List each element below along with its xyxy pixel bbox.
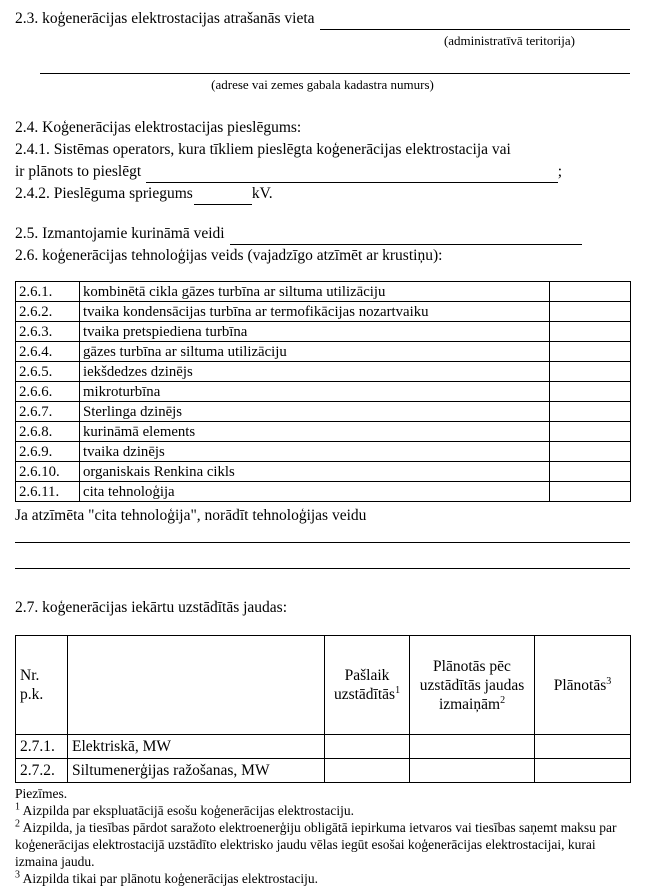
table-row — [16, 322, 631, 342]
location-address-field[interactable] — [40, 53, 630, 74]
section-2-3-line — [15, 8, 630, 30]
tech-row-label: kombinētā cikla gāzes turbīna ar siltuma utilizāciju — [80, 282, 550, 302]
tech-row-number: 2.6.1. — [16, 282, 80, 302]
table-row — [16, 442, 631, 462]
section-2-4-2-label: 2.4.2. Pieslēguma spriegums — [15, 185, 193, 202]
capacity-table — [15, 635, 631, 783]
tech-row-checkbox-cell[interactable] — [550, 342, 631, 362]
tech-row-label: tvaika dzinējs — [80, 442, 550, 462]
tech-row-number: 2.6.4. — [16, 342, 80, 362]
header-planned-text: Plānotās — [553, 676, 607, 694]
table-row — [16, 402, 631, 422]
tech-row-checkbox-cell[interactable] — [550, 422, 631, 442]
section-2-4-1-line2 — [15, 161, 630, 183]
tech-row-label: kurināmā elements — [80, 422, 550, 442]
section-2-3-label: 2.3. koģenerācijas elektrostacijas atrašanās vieta — [15, 10, 315, 27]
table-row — [16, 342, 631, 362]
tech-row-checkbox-cell[interactable] — [550, 462, 631, 482]
header-current-installed-text: Pašlaik uzstādītās — [333, 667, 396, 703]
table-row — [16, 382, 631, 402]
table-row — [16, 462, 631, 482]
system-operator-field[interactable] — [146, 167, 558, 184]
capacity-current-cell[interactable] — [325, 735, 410, 759]
tech-row-number: 2.6.5. — [16, 362, 80, 382]
kv-unit-label: kV. — [251, 185, 273, 202]
tech-row-number: 2.6.6. — [16, 382, 80, 402]
section-2-4-1-terminator: ; — [557, 163, 562, 180]
tech-row-checkbox-cell[interactable] — [550, 302, 631, 322]
section-2-4-2-line — [15, 183, 630, 205]
capacity-row-label: Siltumenerģijas ražošanas, MW — [68, 759, 325, 783]
table-row — [16, 362, 631, 382]
capacity-header-row — [16, 636, 631, 735]
table-row — [16, 282, 631, 302]
footnote-1-text: Aizpilda par ekspluatācijā esošu koģenerācijas elektrostaciju. — [22, 803, 355, 818]
footnote-2 — [15, 819, 630, 870]
tech-row-checkbox-cell[interactable] — [550, 362, 631, 382]
capacity-planned-cell[interactable] — [535, 759, 631, 783]
footnote-3-text: Aizpilda tikai par plānotu koģenerācijas elektrostaciju. — [22, 871, 319, 886]
tech-row-number: 2.6.7. — [16, 402, 80, 422]
territory-caption: (administratīvā teritorija) — [443, 33, 575, 48]
section-2-4-1-label: ir plānots to pieslēgt — [15, 163, 142, 180]
tech-row-label: tvaika kondensācijas turbīna ar termofikācijas nozartvaiku — [80, 302, 550, 322]
tech-row-checkbox-cell[interactable] — [550, 482, 631, 502]
table-row — [16, 735, 631, 759]
location-territory-field[interactable] — [320, 14, 630, 31]
section-2-7-title: 2.7. koģenerācijas iekārtu uzstādītās jaudas: — [15, 599, 288, 616]
table-row — [16, 302, 631, 322]
capacity-current-cell[interactable] — [325, 759, 410, 783]
notes-title: Piezīmes. — [15, 786, 68, 801]
tech-row-number: 2.6.9. — [16, 442, 80, 462]
footnote-ref-3: 3 — [606, 675, 612, 687]
footnote-ref-2: 2 — [500, 694, 506, 706]
capacity-row-label: Elektriskā, MW — [68, 735, 325, 759]
capacity-planned-change-cell[interactable] — [410, 735, 535, 759]
tech-row-checkbox-cell[interactable] — [550, 282, 631, 302]
notes-section — [15, 785, 630, 887]
tech-row-label: mikroturbīna — [80, 382, 550, 402]
other-technology-field-line1[interactable] — [15, 527, 630, 543]
footnote-3-marker: 3 — [15, 869, 20, 881]
tech-row-label: Sterlinga dzinējs — [80, 402, 550, 422]
header-planned — [535, 636, 631, 735]
tech-row-checkbox-cell[interactable] — [550, 322, 631, 342]
tech-row-label: gāzes turbīna ar siltuma utilizāciju — [80, 342, 550, 362]
tech-row-number: 2.6.8. — [16, 422, 80, 442]
tech-row-checkbox-cell[interactable] — [550, 382, 631, 402]
section-2-5-label: 2.5. Izmantojamie kurināmā veidi — [15, 225, 225, 242]
table-row — [16, 422, 631, 442]
footnote-ref-1: 1 — [395, 684, 401, 696]
capacity-row-number: 2.7.2. — [16, 759, 68, 783]
table-row — [16, 759, 631, 783]
tech-row-number: 2.6.2. — [16, 302, 80, 322]
section-2-4-title: 2.4. Koģenerācijas elektrostacijas pieslēgums: — [15, 119, 302, 136]
header-empty — [68, 636, 325, 735]
tech-row-number: 2.6.3. — [16, 322, 80, 342]
capacity-row-number: 2.7.1. — [16, 735, 68, 759]
header-planned-after-change — [410, 636, 535, 735]
header-current-installed — [325, 636, 410, 735]
tech-row-label: cita tehnoloģija — [80, 482, 550, 502]
tech-row-label: tvaika pretspiediena turbīna — [80, 322, 550, 342]
tech-row-checkbox-cell[interactable] — [550, 442, 631, 462]
header-nr-pk: Nr. p.k. — [16, 636, 68, 735]
table-row — [16, 482, 631, 502]
capacity-planned-change-cell[interactable] — [410, 759, 535, 783]
fuel-types-field[interactable] — [230, 229, 582, 246]
header-planned-after-change-text: Plānotās pēc uzstādītās jaudas izmaiņām — [419, 657, 525, 713]
tech-row-label: iekšdedzes dzinējs — [80, 362, 550, 382]
tech-row-label: organiskais Renkina cikls — [80, 462, 550, 482]
tech-row-number: 2.6.10. — [16, 462, 80, 482]
footnote-2-marker: 2 — [15, 818, 20, 830]
tech-row-number: 2.6.11. — [16, 482, 80, 502]
address-caption: (adrese vai zemes gabala kadastra numurs) — [211, 77, 434, 92]
footnote-1-marker: 1 — [15, 801, 20, 813]
tech-row-checkbox-cell[interactable] — [550, 402, 631, 422]
technology-table — [15, 281, 631, 502]
section-2-5-line — [15, 223, 630, 245]
footnote-1 — [15, 802, 630, 819]
voltage-field[interactable] — [194, 189, 252, 206]
section-2-4-1-line1: 2.4.1. Sistēmas operators, kura tīkliem pieslēgta koģenerācijas elektrostacija vai — [15, 141, 511, 158]
footnote-3 — [15, 870, 630, 887]
footnote-2-text: Aizpilda, ja tiesības pārdot saražoto elektroenerģiju obligātā iepirkuma ietvaros vai tiesības saņemt maksu par koģenerācijas elektrostacijā uzstādīto elektrisko jaudu vēlas iegūt esošai koģenerācijas elektrostacijai, kurai izmaina jaudu. — [15, 820, 617, 869]
other-technology-field-line2[interactable] — [15, 543, 630, 569]
capacity-planned-cell[interactable] — [535, 735, 631, 759]
other-technology-note: Ja atzīmēta "cita tehnoloģija", norādīt tehnoloģijas veidu — [15, 507, 367, 524]
section-2-6-title: 2.6. koģenerācijas tehnoloģijas veids (vajadzīgo atzīmēt ar krustiņu): — [15, 247, 443, 264]
